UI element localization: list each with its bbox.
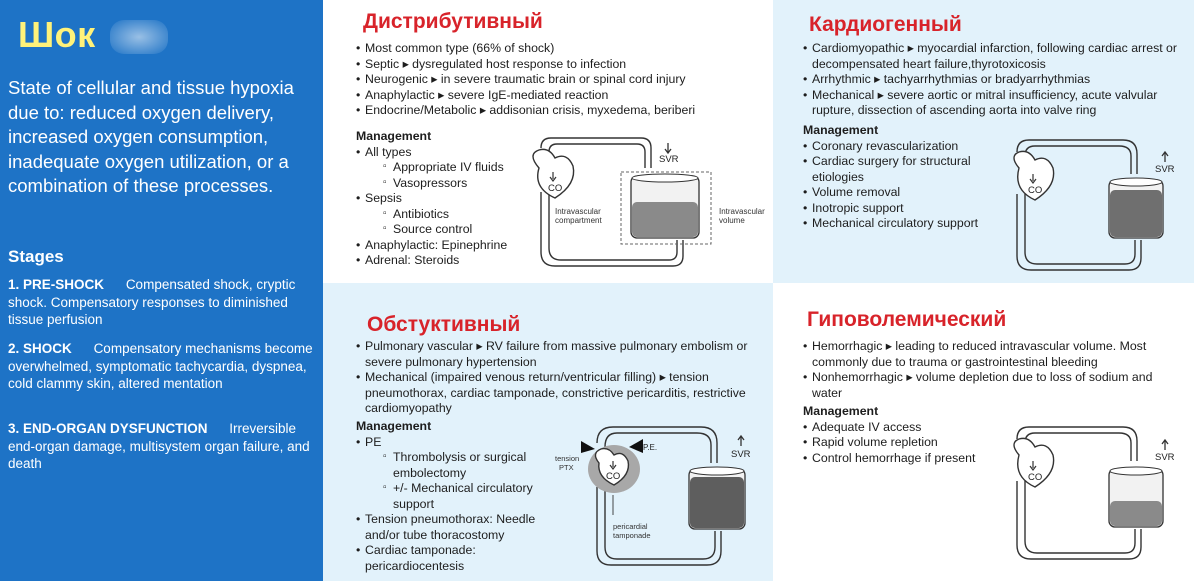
list-item: • Rapid volume repletion bbox=[803, 435, 1003, 451]
sidebar bbox=[0, 0, 323, 581]
list-item: • Adequate IV access bbox=[803, 420, 1003, 436]
stage-number: 1. bbox=[8, 277, 20, 292]
cardiogenic-circulation-diagram bbox=[1005, 134, 1190, 279]
list-item bbox=[356, 435, 556, 513]
volume-container bbox=[1109, 467, 1163, 527]
pericardial-tamponade-label bbox=[613, 522, 651, 540]
svr-label: SVR bbox=[731, 449, 751, 460]
cardiogenic-types-list bbox=[803, 41, 1188, 119]
volume-container bbox=[1109, 178, 1163, 238]
svr-label: SVR bbox=[1155, 164, 1175, 175]
label-line: PTX bbox=[559, 463, 574, 472]
cardiogenic-management bbox=[803, 118, 1003, 232]
list-item: • Cardiac tamponade: pericardiocentesis bbox=[356, 543, 556, 574]
label-line: tension bbox=[555, 454, 580, 463]
management-heading: Management bbox=[356, 419, 432, 433]
stage-name: PRE-SHOCK bbox=[23, 277, 105, 292]
obstructive-types-list bbox=[356, 339, 761, 417]
stage-description: Irreversible end-organ damage, multisystem organ failure, and death bbox=[8, 421, 310, 471]
list-item: • Most common type (66% of shock) bbox=[356, 41, 768, 57]
hypovolemic-circulation-diagram bbox=[1005, 421, 1190, 571]
stage-number: 2. bbox=[8, 341, 20, 356]
stage-description: Compensated shock, cryptic shock. Compensatory responses to diminished tissue perfusion bbox=[8, 277, 296, 327]
co-label: CO bbox=[1028, 472, 1043, 483]
sub-item: ▫ +/- Mechanical circulatory support bbox=[383, 481, 543, 512]
hypovolemic-management bbox=[803, 399, 1003, 466]
stage-end-organ-dysfunction bbox=[8, 420, 313, 473]
volume-container bbox=[689, 467, 745, 529]
list-item: • Tension pneumothorax: Needle and/or tube thoracostomy bbox=[356, 512, 556, 543]
item-label: All types bbox=[365, 144, 412, 159]
co-label: CO bbox=[548, 183, 563, 194]
volume-container bbox=[631, 174, 699, 238]
svr-label: SVR bbox=[1155, 452, 1175, 463]
obstructive-management bbox=[356, 414, 556, 574]
distributive-panel bbox=[323, 0, 773, 283]
distributive-circulation-diagram bbox=[523, 132, 768, 277]
list-item: • Cardiomyopathic ▸ myocardial infarction, following cardiac arrest or decompensated heart failure,thyrotoxicosis bbox=[803, 41, 1188, 72]
list-item: • Cardiac surgery for structural etiologies bbox=[803, 154, 1003, 185]
management-heading: Management bbox=[356, 129, 432, 143]
co-label: CO bbox=[606, 471, 621, 482]
management-heading: Management bbox=[803, 123, 879, 137]
item-label: Sepsis bbox=[365, 191, 402, 205]
stage-number: 3. bbox=[8, 421, 20, 436]
list-item: • Hemorrhagic ▸ leading to reduced intravascular volume. Most commonly due to trauma or gastrointestinal bleeding bbox=[803, 339, 1183, 370]
label-line: pericardial bbox=[613, 522, 648, 531]
list-item bbox=[356, 191, 546, 238]
list-item: • Volume removal bbox=[803, 185, 1003, 201]
blurred-mark bbox=[110, 20, 168, 54]
sub-item: ▫ Appropriate IV fluids bbox=[383, 160, 546, 176]
label-line: volume bbox=[719, 216, 745, 225]
obstructive-title: Обстуктивный bbox=[367, 313, 521, 336]
list-item: • Mechanical (impaired venous return/ventricular filling) ▸ tension pneumothorax, cardiac tamponade, constrictive pericarditis, restrictive cardiomyopathy bbox=[356, 370, 761, 417]
list-item: • Control hemorrhage if present bbox=[803, 451, 1003, 467]
list-item: • Anaphylactic ▸ severe IgE-mediated reaction bbox=[356, 88, 768, 104]
list-item: • Neurogenic ▸ in severe traumatic brain or spinal cord injury bbox=[356, 72, 768, 88]
management-heading: Management bbox=[803, 404, 879, 418]
list-item: • Coronary revascularization bbox=[803, 139, 1003, 155]
list-item bbox=[356, 145, 546, 192]
arrow-up-icon bbox=[1162, 440, 1168, 450]
arrow-down-icon bbox=[665, 143, 671, 153]
list-item: • Endocrine/Metabolic ▸ addisonian crisis, myxedema, beriberi bbox=[356, 103, 768, 119]
sub-item: ▫ Thrombolysis or surgical embolectomy bbox=[383, 450, 543, 481]
sub-item: ▫ Source control bbox=[383, 222, 546, 238]
hypovolemic-types-list bbox=[803, 339, 1183, 401]
stage-name: SHOCK bbox=[23, 341, 72, 356]
pe-label: P.E. bbox=[643, 443, 658, 452]
label-line: Intravascular bbox=[719, 207, 765, 216]
arrow-up-icon bbox=[1162, 152, 1168, 162]
obstructive-circulation-diagram bbox=[551, 417, 771, 577]
svr-label: SVR bbox=[659, 154, 679, 165]
list-item: • Inotropic support bbox=[803, 201, 1003, 217]
intravascular-compartment-label bbox=[555, 207, 603, 225]
list-item: • Anaphylactic: Epinephrine bbox=[356, 238, 546, 254]
list-item: • Pulmonary vascular ▸ RV failure from massive pulmonary embolism or severe pulmonary hypertension bbox=[356, 339, 761, 370]
stages-heading: Stages bbox=[8, 247, 64, 266]
hypovolemic-title: Гиповолемический bbox=[807, 308, 1007, 331]
obstructive-panel bbox=[323, 283, 773, 581]
label-line: tamponade bbox=[613, 531, 651, 540]
page-title: Шок bbox=[18, 14, 96, 55]
tension-ptx-label bbox=[555, 454, 581, 472]
stage-shock bbox=[8, 340, 313, 393]
label-line: Intravascular bbox=[555, 207, 601, 216]
distributive-types-list bbox=[356, 41, 768, 119]
cardiogenic-title: Кардиогенный bbox=[809, 13, 962, 36]
label-line: compartment bbox=[555, 216, 602, 225]
stage-name: END-ORGAN DYSFUNCTION bbox=[23, 421, 208, 436]
hypovolemic-panel bbox=[773, 283, 1194, 581]
co-label: CO bbox=[1028, 185, 1043, 196]
arrow-up-icon bbox=[738, 436, 744, 446]
stage-description: Compensatory mechanisms become overwhelmed, symptomatic tachycardia, dyspnea, cold clammy skin, altered mentation bbox=[8, 341, 313, 391]
intravascular-volume-label bbox=[719, 207, 767, 225]
list-item: • Mechanical ▸ severe aortic or mitral insufficiency, acute valvular rupture, dissection of ascending aorta into valve ring bbox=[803, 88, 1188, 119]
shock-definition: State of cellular and tissue hypoxia due to: reduced oxygen delivery, increased oxygen consumption, inadequate oxygen utilization, or a combination of these processes. bbox=[8, 77, 294, 196]
sub-item: ▫ Vasopressors bbox=[383, 176, 546, 192]
item-label: PE bbox=[365, 434, 382, 449]
sub-item: ▫ Antibiotics bbox=[383, 207, 546, 223]
list-item: • Mechanical circulatory support bbox=[803, 216, 1003, 232]
list-item: • Adrenal: Steroids bbox=[356, 253, 546, 269]
list-item: • Nonhemorrhagic ▸ volume depletion due to loss of sodium and water bbox=[803, 370, 1183, 401]
distributive-management bbox=[356, 124, 546, 269]
list-item: • Septic ▸ dysregulated host response to infection bbox=[356, 57, 768, 73]
distributive-title: Дистрибутивный bbox=[363, 10, 543, 33]
list-item: • Arrhythmic ▸ tachyarrhythmias or bradyarrhythmias bbox=[803, 72, 1188, 88]
stage-pre-shock bbox=[8, 276, 313, 329]
cardiogenic-panel bbox=[773, 0, 1194, 283]
